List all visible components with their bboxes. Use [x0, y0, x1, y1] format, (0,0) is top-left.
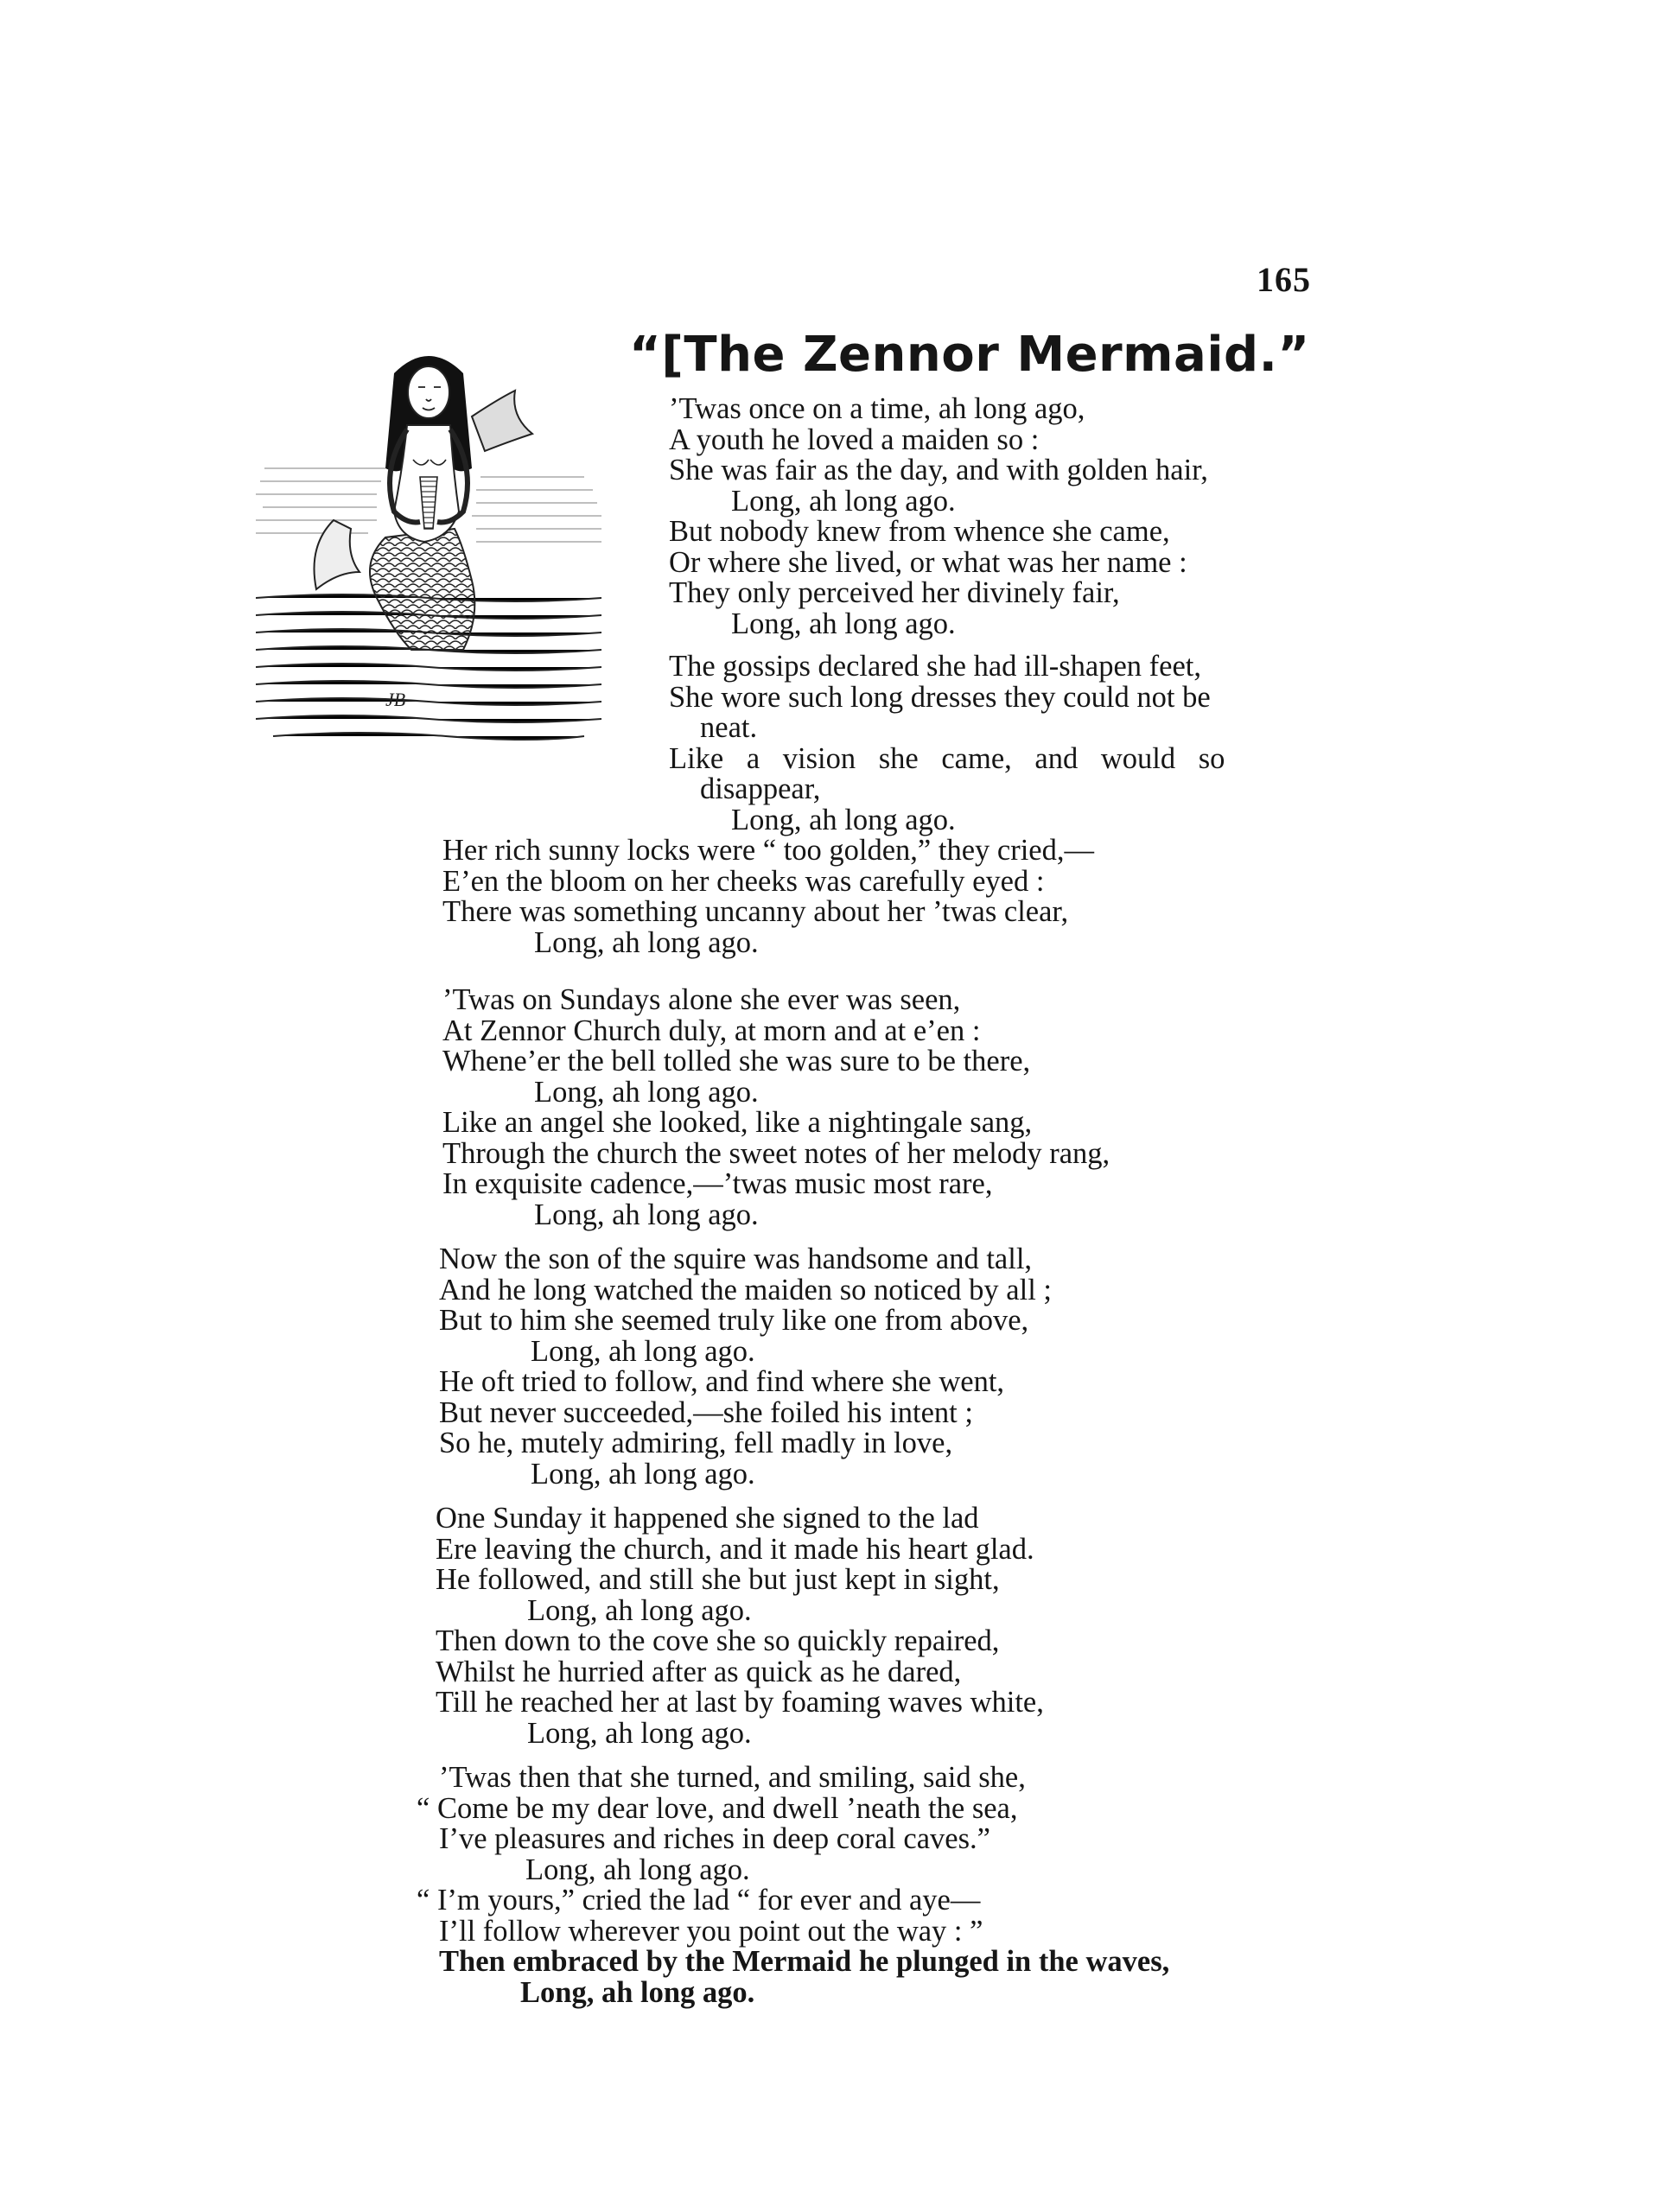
poem-line: But to him she seemed truly like one from above,	[439, 1304, 1029, 1337]
poem-line: ’Twas on Sundays alone she ever was seen,	[442, 983, 961, 1016]
poem-line: Till he reached her at last by foaming waves white,	[436, 1686, 1044, 1719]
poem-refrain: Long, ah long ago.	[525, 1853, 750, 1886]
poem-line: She wore such long dresses they could not be	[669, 680, 1211, 714]
stanza-5	[436, 1503, 1044, 1749]
poem-line: ’Twas then that she turned, and smiling, said she,	[439, 1761, 1026, 1794]
stanza-3	[442, 985, 1110, 1230]
poem-line-continued: neat.	[700, 711, 758, 744]
poem-refrain: Long, ah long ago.	[531, 1334, 755, 1368]
poem-line: Now the son of the squire was handsome and tall,	[439, 1243, 1033, 1275]
poem-line: Like an angel she looked, like a nightingale sang,	[442, 1106, 1033, 1139]
poem-line: At Zennor Church duly, at morn and at e’en :	[442, 1014, 981, 1047]
poem-line: “ Come be my dear love, and dwell ’neath the sea,	[417, 1791, 1018, 1825]
page-number: 165	[1257, 260, 1311, 299]
poem-line: ’Twas once on a time, ah long ago,	[669, 392, 1085, 425]
stanza-2-continued	[442, 836, 1094, 958]
poem-line: I’ll follow wherever you point out the way : ”	[439, 1914, 983, 1948]
poem-line: Ere leaving the church, and it made his heart glad.	[436, 1532, 1034, 1566]
poem-refrain: Long, ah long ago.	[520, 1975, 755, 2009]
poem-line: “ I’m yours,” cried the lad “ for ever and aye—	[417, 1884, 981, 1916]
poem-line: Whene’er the bell tolled she was sure to be there,	[442, 1045, 1031, 1077]
poem-refrain: Long, ah long ago.	[731, 484, 956, 518]
poem-refrain: Long, ah long ago.	[534, 925, 759, 959]
poem-line: I’ve pleasures and riches in deep coral caves.”	[439, 1822, 990, 1855]
poem-line: One Sunday it happened she signed to the lad	[436, 1502, 979, 1535]
poem-line: A youth he loved a maiden so :	[669, 423, 1040, 456]
poem-line: Whilst he hurried after as quick as he dared,	[436, 1655, 962, 1688]
poem-line: But nobody knew from whence she came,	[669, 515, 1170, 548]
poem-refrain: Long, ah long ago.	[534, 1198, 759, 1231]
poem-line: He followed, and still she but just kept in sight,	[436, 1563, 1000, 1596]
poem-line: And he long watched the maiden so noticed by all ;	[439, 1273, 1052, 1306]
stanza-2	[669, 652, 1225, 836]
poem-line: He oft tried to follow, and find where she went,	[439, 1365, 1005, 1398]
illustration-signature: JB	[385, 689, 406, 710]
poem-line: The gossips declared she had ill-shapen feet,	[669, 650, 1201, 683]
poem-line: Like a vision she came, and would so	[669, 741, 1225, 775]
mermaid-illustration	[256, 339, 601, 753]
poem-line: But never succeeded,—she foiled his intent ;	[439, 1395, 973, 1429]
poem-line: They only perceived her divinely fair,	[669, 576, 1120, 609]
poem-line: E’en the bloom on her cheeks was carefully eyed :	[442, 864, 1045, 898]
poem-line-continued: disappear,	[700, 772, 821, 805]
poem-line: Then down to the cove she so quickly repaired,	[436, 1624, 1000, 1657]
stanza-1	[669, 394, 1208, 639]
poem-refrain: Long, ah long ago.	[534, 1075, 759, 1109]
poem-refrain: Long, ah long ago.	[527, 1716, 752, 1750]
poem-line: She was fair as the day, and with golden hair,	[669, 454, 1208, 486]
stanza-4	[439, 1244, 1052, 1490]
poem-line: Through the church the sweet notes of her melody rang,	[442, 1136, 1110, 1170]
poem-line: Her rich sunny locks were “ too golden,” they cried,—	[442, 834, 1094, 867]
poem-title: “[The Zennor Mermaid.”	[629, 327, 1310, 383]
poem-line: There was something uncanny about her ’twas clear,	[442, 895, 1069, 928]
poem-refrain: Long, ah long ago.	[531, 1457, 755, 1491]
poem-line: In exquisite cadence,—’twas music most rare,	[442, 1167, 993, 1200]
poem-refrain: Long, ah long ago.	[731, 803, 956, 836]
poem-line: Then embraced by the Mermaid he plunged in the waves,	[439, 1945, 1170, 1978]
poem-line: Or where she lived, or what was her name :	[669, 545, 1187, 579]
poem-line: So he, mutely admiring, fell madly in love,	[439, 1427, 953, 1459]
stanza-6	[417, 1761, 1170, 2009]
poem-refrain: Long, ah long ago.	[731, 607, 956, 640]
poem-refrain: Long, ah long ago.	[527, 1593, 752, 1627]
